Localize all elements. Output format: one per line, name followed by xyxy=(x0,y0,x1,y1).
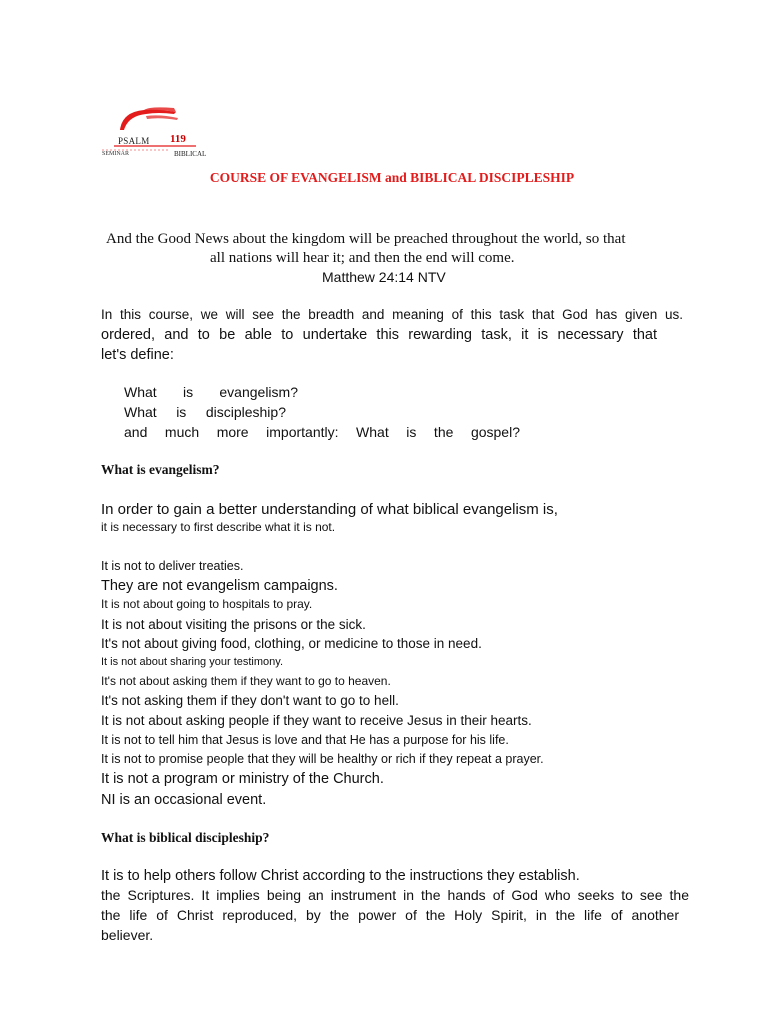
evangelism-not-item: NI is an occasional event. xyxy=(101,792,267,808)
question-item: What is discipleship? xyxy=(124,404,286,420)
section-heading-evangelism: What is evangelism? xyxy=(101,462,220,477)
intro-line-3: let's define: xyxy=(101,347,174,363)
evangelism-not-item: It is not about sharing your testimony. xyxy=(101,656,283,668)
section-heading-discipleship: What is biblical discipleship? xyxy=(101,830,270,845)
question-item: What is evangelism? xyxy=(124,384,298,400)
section1-lead-2: it is necessary to first describe what it is not. xyxy=(101,520,336,534)
logo-number-text: 119 xyxy=(170,133,186,145)
intro-line-1: In this course, we will see the breadth and meaning of this task that God has given us. xyxy=(101,307,683,322)
document-title: COURSE OF EVANGELISM and BIBLICAL DISCIPLESHIP xyxy=(209,170,575,185)
epigraph-reference: Matthew 24:14 NTV xyxy=(322,269,446,285)
evangelism-not-item: It is not to promise people that they will be healthy or rich if they repeat a prayer. xyxy=(101,752,544,766)
evangelism-not-item: They are not evangelism campaigns. xyxy=(101,578,338,594)
evangelism-not-item: It is not about asking people if they want to receive Jesus in their hearts. xyxy=(101,713,532,728)
discipleship-line-4: believer. xyxy=(101,927,154,943)
evangelism-not-item: It's not about giving food, clothing, or medicine to those in need. xyxy=(101,636,482,651)
discipleship-line-2: the Scriptures. It implies being an instrument in the hands of God who seeks to see the xyxy=(101,887,689,903)
intro-line-2: ordered, and to be able to undertake this rewarding task, it is necessary that xyxy=(101,327,657,343)
seminar-logo xyxy=(100,100,207,162)
evangelism-not-item: It is not to tell him that Jesus is love and that He has a purpose for his life. xyxy=(101,733,509,747)
evangelism-not-item: It is not to deliver treaties. xyxy=(101,559,244,573)
evangelism-not-item: It is not a program or ministry of the Church. xyxy=(101,771,384,787)
section1-lead-1: In order to gain a better understanding of what biblical evangelism is, xyxy=(101,501,558,518)
question-item: and much more importantly: What is the gospel? xyxy=(124,424,520,440)
evangelism-not-item: It's not about asking them if they want to go to heaven. xyxy=(101,674,391,688)
evangelism-not-item: It is not about going to hospitals to pray. xyxy=(101,597,313,611)
epigraph-line-2: all nations will hear it; and then the end will come. xyxy=(210,250,515,266)
discipleship-line-3: the life of Christ reproduced, by the power of the Holy Spirit, in the life of another xyxy=(101,907,679,923)
evangelism-not-item: It's not asking them if they don't want to go to hell. xyxy=(101,693,399,708)
evangelism-not-item: It is not about visiting the prisons or the sick. xyxy=(101,617,366,632)
discipleship-line-1: It is to help others follow Christ according to the instructions they establish. xyxy=(101,868,580,884)
epigraph-line-1: And the Good News about the kingdom will be preached throughout the world, so that xyxy=(106,231,626,247)
logo-biblical-text: BIBLICAL xyxy=(174,150,207,158)
logo-psalm-text: PSALM xyxy=(118,136,150,146)
logo-seminar-text: SEMINAR xyxy=(102,151,130,157)
